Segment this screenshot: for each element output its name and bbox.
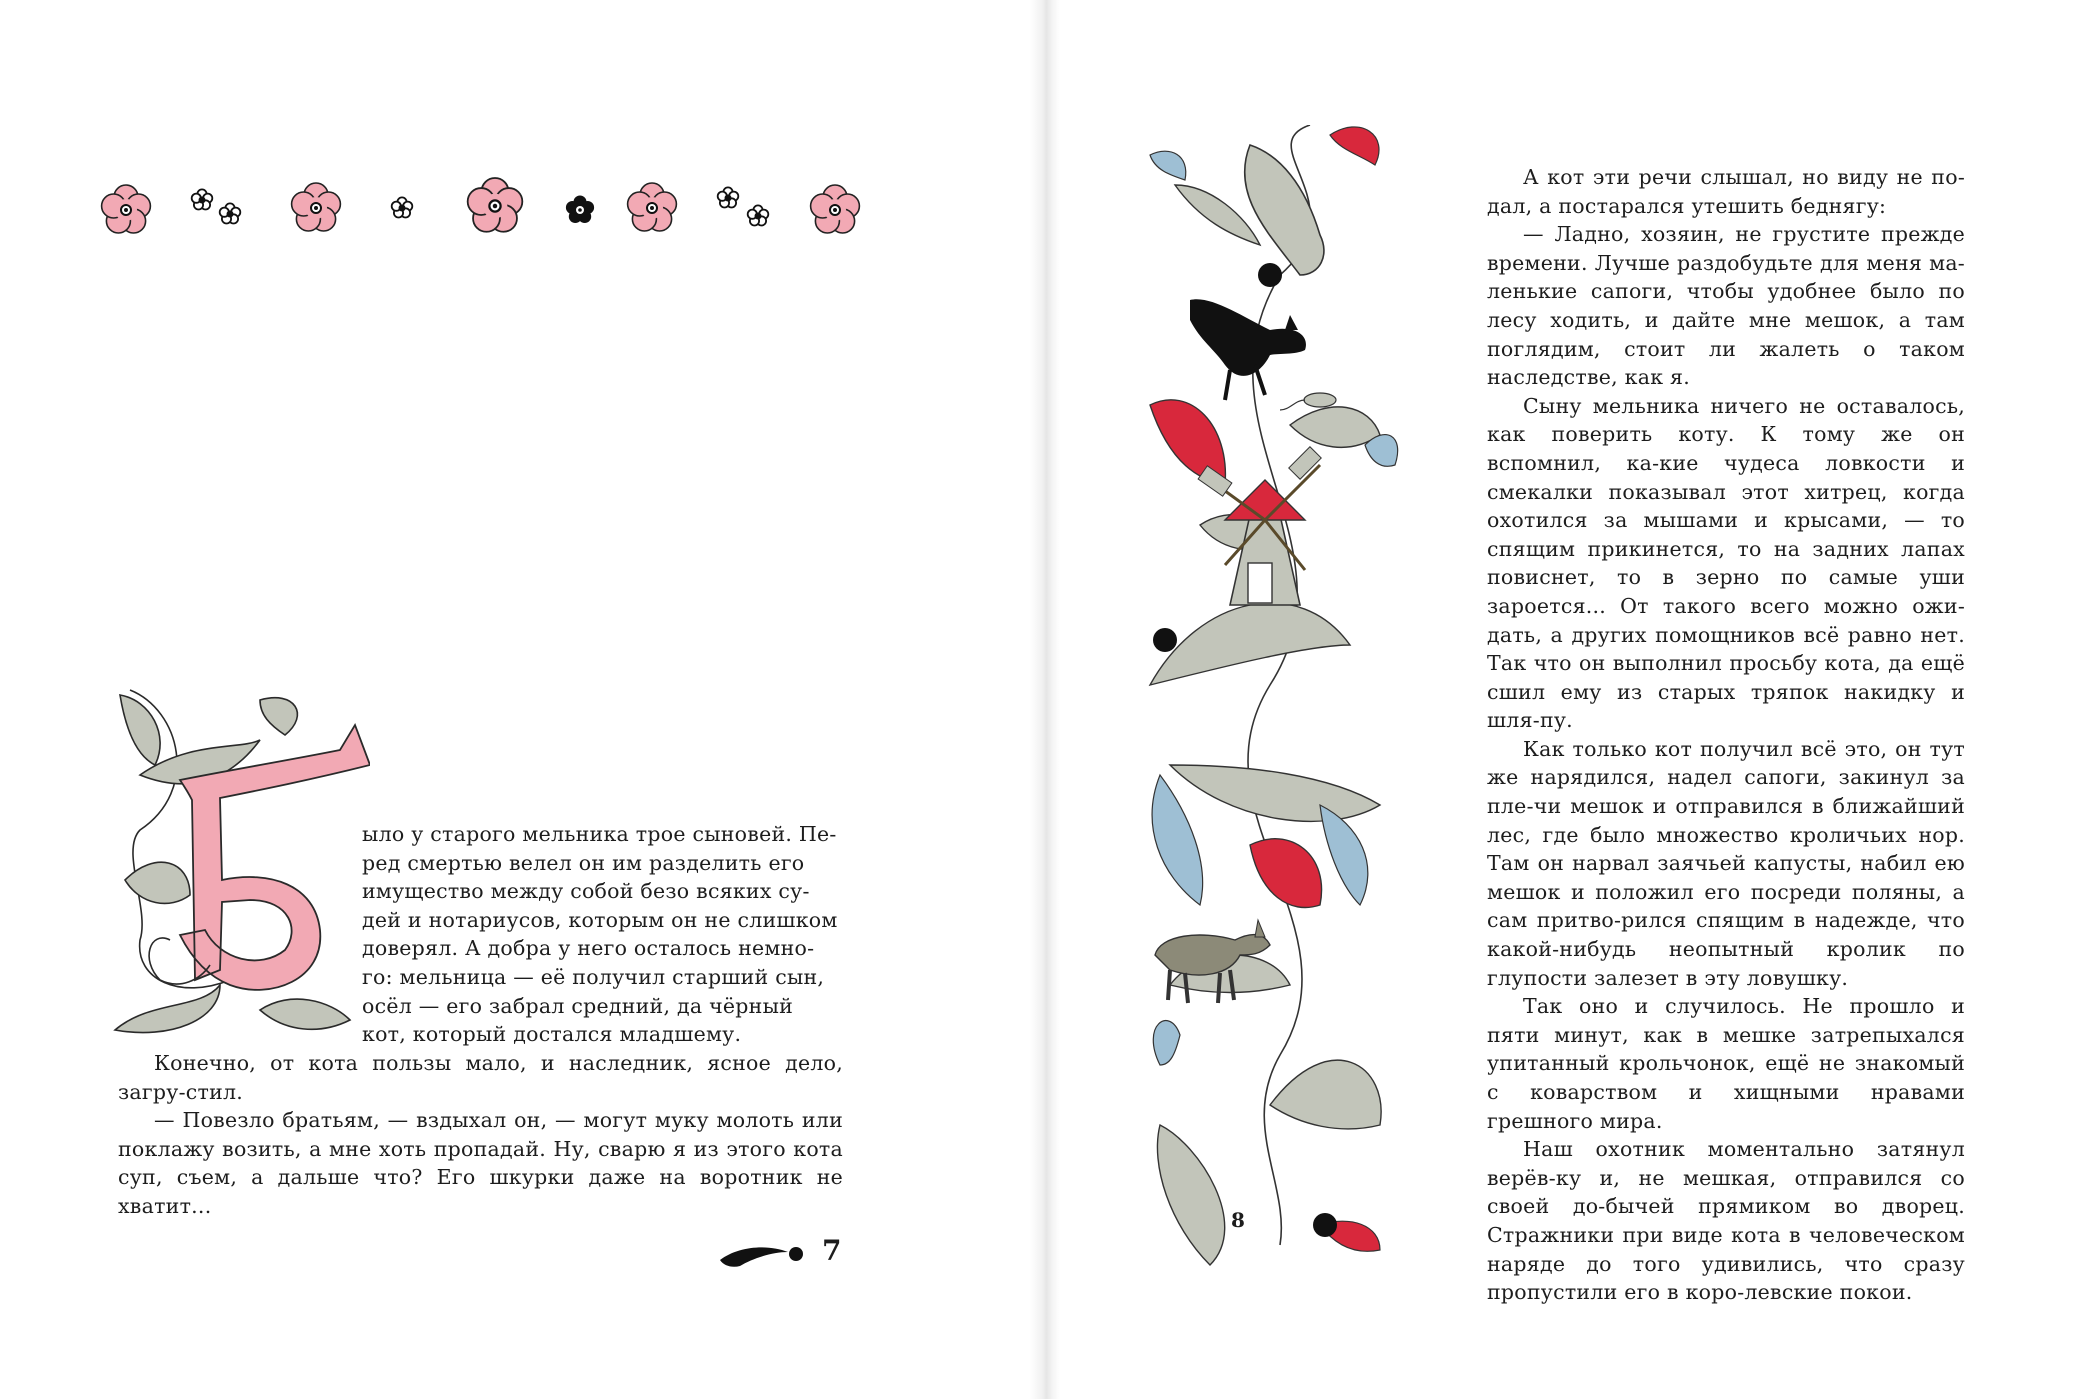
text-line: кот, который достался младшему.	[362, 1022, 742, 1047]
page-number: 8	[1231, 1208, 1245, 1232]
text-line: доверял. А добра у него осталось немно-	[362, 936, 815, 961]
cat-icon	[1190, 299, 1306, 400]
paragraph: Так оно и случилось. Не прошло и пяти минут, как в мешке затрепыхался упитанный крольчонок, ещё не знакомый с коварством и хищными нравами грешного мира.	[1487, 994, 1965, 1133]
flower-icon	[468, 178, 523, 232]
paragraph: А кот эти речи слышал, но виду не по-дал, а постарался утешить беднягу:	[1487, 165, 1965, 218]
paragraph: — Повезло братьям, — вздыхал он, — могут муку молоть или поклажу возить, а мне хоть пропадай. Ну, сварю я из этого кота суп, съем, а дальше что? Его шкурки даже на воротник не хватит...	[118, 1108, 843, 1218]
paragraph: — Ладно, хозяин, не грустите прежде времени. Лучше раздобудьте для меня ма-ленькие сапоги, чтобы удобнее было по лесу ходить, и дайте мне мешок, а там поглядим, стоит ли жалеть о таком наследстве, как я.	[1487, 222, 1965, 390]
text-line: дей и нотариусов, которым он не слишком	[362, 907, 838, 932]
paragraph: Наш охотник моментально затянул верёв-ку и, не мешкая, отправился со своей до-бычей прямиком во дворец. Стражники при виде кота в человеческом наряде до того удивились, что сразу пропустили его в коро-левские покои.	[1487, 1137, 1965, 1305]
decorative-border	[1130, 125, 1420, 1275]
flower-icon	[292, 183, 341, 231]
flower-icon	[811, 185, 860, 233]
text-line: го: мельница — её получил старший сын,	[362, 964, 825, 989]
text-line: ред смертью велел он им разделить его	[362, 850, 805, 875]
flower-header-row	[90, 170, 890, 250]
right-body-text	[1487, 163, 1965, 1307]
swash-ornament-icon	[718, 1238, 818, 1270]
paragraph: Конечно, от кота пользы мало, и наследник, ясное дело, загру-стил.	[118, 1051, 843, 1104]
flower-icon	[102, 185, 151, 233]
paragraph: Как только кот получил всё это, он тут же нарядился, надел сапоги, закинул за пле-чи мешок и отправился в ближайший лес, где было множество кроличьих нор. Там он нарвал заячьей капусты, набил ею мешок и положил его посреди поляны, а сам притво-рился спящим в надежде, что какой-нибудь неопытный кролик по глупости залезет в эту ловушку.	[1487, 736, 1965, 990]
paragraph: Сыну мельника ничего не оставалось, как поверить коту. К тому же он вспомнил, ка-кие чудеса ловкости и смекалки показывал этот хитрец, когда охотился за мышами и крысами, — то спящим прикинется, то на задних лапах повиснет, то в зерно по самые уши зароется... От такого всего можно ожи-дать, а других помощников всё равно нет. Так что он выполнил просьбу кота, да ещё сшил ему из старых тряпок накидку и шля-пу.	[1487, 393, 1965, 733]
left-intro-text	[362, 820, 842, 1049]
small-flower-icon	[392, 197, 413, 217]
book-gutter	[1030, 0, 1060, 1399]
drop-cap-b-icon	[110, 680, 370, 1050]
small-flower-icon	[192, 189, 241, 223]
small-flower-icon	[566, 196, 594, 224]
flower-icon	[628, 183, 677, 231]
small-flower-icon	[718, 187, 769, 225]
page-number: 7	[822, 1234, 842, 1267]
text-line: ыло у старого мельника трое сыновей. Пе-	[362, 822, 837, 846]
left-body-text	[118, 1049, 843, 1221]
text-line: имущество между собой безо всяких су-	[362, 879, 810, 904]
text-line: осёл — его забрал средний, да чёрный	[362, 993, 794, 1018]
